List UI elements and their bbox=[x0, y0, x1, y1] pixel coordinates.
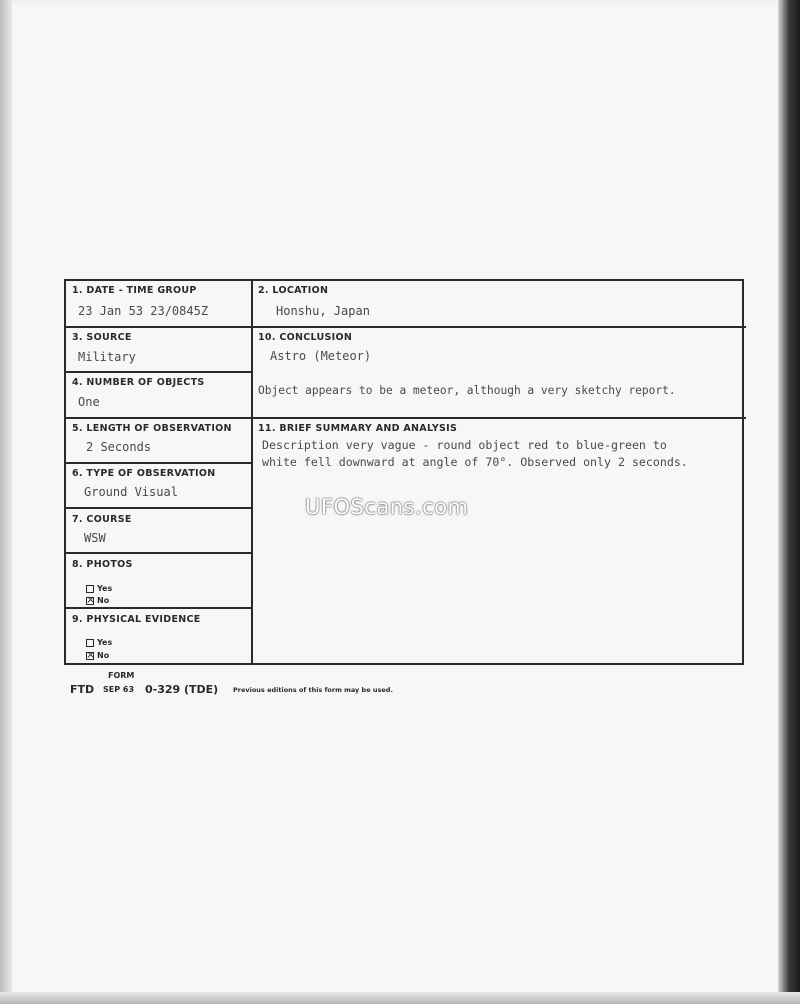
photos-no-option bbox=[86, 596, 109, 605]
row-divider bbox=[66, 371, 252, 373]
row-divider bbox=[66, 462, 252, 464]
number-of-objects-label: 4. NUMBER OF OBJECTS bbox=[72, 377, 205, 388]
row-divider bbox=[66, 417, 746, 419]
course-label: 7. COURSE bbox=[72, 514, 132, 525]
summary-label: 11. BRIEF SUMMARY AND ANALYSIS bbox=[258, 423, 458, 434]
summary-line-1: Description very vague - round object red to blue-green to bbox=[262, 438, 667, 452]
conclusion-label: 10. CONCLUSION bbox=[258, 332, 353, 343]
type-of-observation-label: 6. TYPE OF OBSERVATION bbox=[72, 468, 216, 479]
physical-evidence-label: 9. PHYSICAL EVIDENCE bbox=[72, 614, 201, 625]
photos-no-label: No bbox=[97, 596, 110, 605]
physical-evidence-no-label: No bbox=[97, 651, 110, 660]
scan-edge-left bbox=[0, 0, 12, 1004]
physical-evidence-no-option bbox=[86, 651, 109, 660]
date-time-group-label: 1. DATE - TIME GROUP bbox=[72, 285, 197, 296]
footer-form-number: 0-329 (TDE) bbox=[145, 683, 219, 696]
project-card-form bbox=[64, 279, 744, 665]
conclusion-comment: Object appears to be a meteor, although a very sketchy report. bbox=[258, 384, 676, 397]
length-of-observation-label: 5. LENGTH OF OBSERVATION bbox=[72, 423, 232, 434]
footer-note: Previous editions of this form may be used. bbox=[233, 686, 393, 694]
source-label: 3. SOURCE bbox=[72, 332, 132, 343]
photos-label: 8. PHOTOS bbox=[72, 559, 133, 570]
footer-ftd: FTD bbox=[70, 683, 95, 696]
physical-evidence-yes-option bbox=[86, 638, 112, 647]
length-of-observation-value: 2 Seconds bbox=[86, 440, 152, 454]
scan-edge-right bbox=[778, 0, 800, 1004]
location-value: Honshu, Japan bbox=[276, 304, 370, 318]
summary-line-2: white fell downward at angle of 70°. Observed only 2 seconds. bbox=[262, 455, 688, 469]
source-value: Military bbox=[78, 350, 136, 364]
row-divider bbox=[66, 507, 252, 509]
location-label: 2. LOCATION bbox=[258, 285, 329, 296]
row-divider bbox=[66, 607, 252, 609]
course-value: WSW bbox=[84, 531, 106, 545]
checkbox-checked-icon bbox=[86, 597, 94, 605]
photos-yes-label: Yes bbox=[97, 584, 113, 593]
number-of-objects-value: One bbox=[78, 395, 100, 409]
watermark: UFOScans.com bbox=[305, 495, 469, 519]
checkbox-empty-icon bbox=[86, 585, 94, 593]
type-of-observation-value: Ground Visual bbox=[84, 485, 178, 499]
date-time-group-value: 23 Jan 53 23/0845Z bbox=[78, 304, 209, 318]
physical-evidence-yes-label: Yes bbox=[97, 638, 113, 647]
footer-form-word: FORM bbox=[108, 671, 135, 680]
row-divider bbox=[66, 552, 252, 554]
scan-edge-bottom bbox=[0, 992, 800, 1004]
row-divider bbox=[66, 326, 746, 328]
checkbox-empty-icon bbox=[86, 639, 94, 647]
conclusion-value: Astro (Meteor) bbox=[270, 349, 372, 363]
footer-date: SEP 63 bbox=[103, 685, 135, 694]
checkbox-checked-icon bbox=[86, 652, 94, 660]
